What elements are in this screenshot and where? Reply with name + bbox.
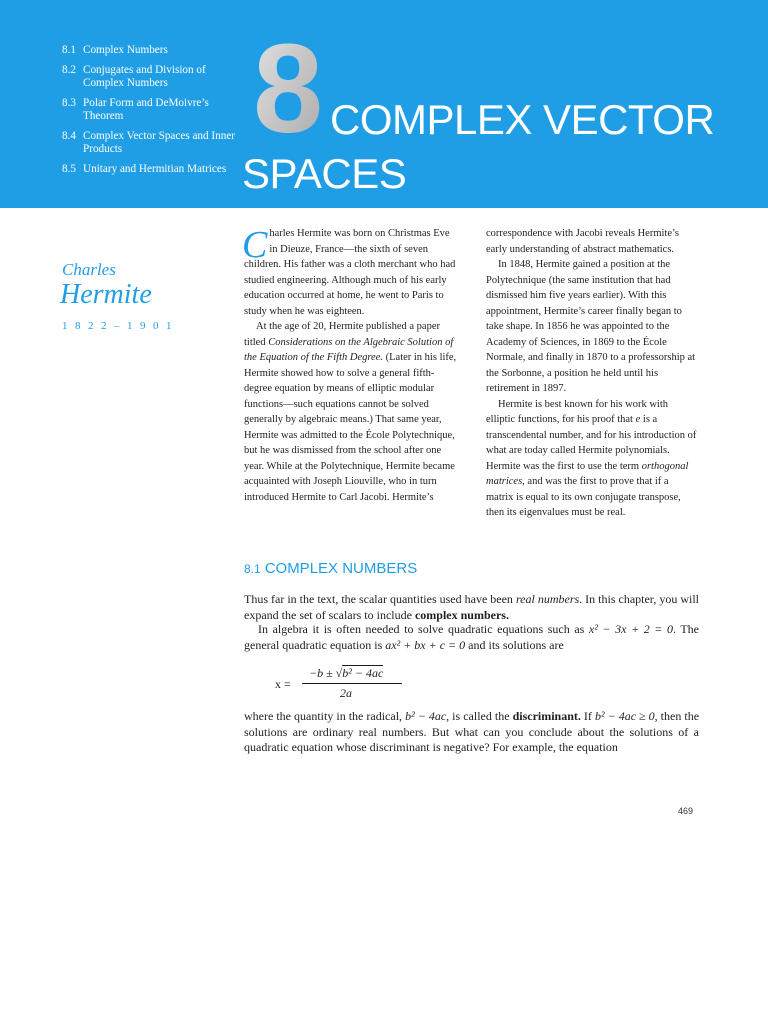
body-text: . The general quadratic equation is	[244, 622, 699, 652]
toc-label: Polar Form and DeMoivre’s Theorem	[83, 96, 209, 122]
chapter-number	[248, 30, 328, 142]
body-paragraph	[244, 709, 699, 756]
bio-column-1	[244, 226, 459, 505]
toc-label: Conjugates and Division of Complex Numbers	[83, 63, 206, 89]
page-number: 469	[678, 806, 694, 816]
bio-italic: orthogonal matrices	[486, 460, 689, 487]
chapter-title-line1: COMPLEX VECTOR	[330, 96, 715, 143]
chapter-banner	[0, 0, 768, 208]
bio-text: At the age of 20, Hermite published a paper titled	[244, 321, 440, 348]
bio-text: is a transcendental number, and for his introduction of what are today called Hermite polynomials. Hermite was the first to use the term	[486, 414, 697, 472]
section-title: COMPLEX NUMBERS	[264, 560, 418, 577]
body-paragraph	[244, 592, 699, 623]
formula-numerator	[309, 666, 383, 681]
bio-years: 1822–1901	[62, 320, 179, 332]
chapter-contents	[62, 44, 237, 182]
body-paragraph	[244, 622, 699, 653]
chapter-number-text: 8	[252, 30, 324, 142]
quadratic-formula	[275, 666, 405, 706]
paper-title: Considerations on the Algebraic Solution of the Equation of the Fifth Degree.	[244, 336, 454, 363]
toc-label: Complex Vector Spaces and Inner Products	[83, 129, 236, 155]
bio-first-name: Charles	[62, 260, 116, 279]
formula-radicand: b² − 4ac	[342, 666, 384, 680]
bio-text: , and was the first to prove that if a matrix is equal to its own conjugate transpose, then its eigenvalues must be real.	[486, 476, 681, 518]
body-text: In algebra it is often needed to solve quadratic equations such as	[258, 622, 589, 636]
toc-number: 8.1	[62, 44, 76, 56]
body-bold: complex numbers.	[414, 607, 509, 622]
drop-cap: C	[242, 224, 268, 266]
bio-text: harles Hermite was born on Christmas Eve in Dieuze, France—the sixth of seven children. His father was a cloth merchant who had studied engineering. Although much of his early education occurred at home, he went to Paris to study when he was eighteen.	[244, 228, 456, 317]
toc-item	[62, 64, 237, 91]
bio-paragraph: In 1848, Hermite gained a position at the Polytechnique (the same institution that had dismissed him five years earlier). With this appointment, Hermite’s career finally began to take shape. In 1856 he was appointed to the Academy of Sciences, in 1869 to the École Normale, and finally in 1870 to a professorship at the Sorbonne, a position he held until his retirement in 1897.	[486, 259, 696, 394]
toc-label: Unitary and Hermitian Matrices	[83, 162, 227, 175]
fraction-bar	[302, 683, 402, 684]
section-heading	[244, 560, 417, 577]
body-text: , is called the	[446, 709, 513, 723]
toc-label: Complex Numbers	[83, 44, 168, 56]
formula-part: −b ± √	[309, 666, 343, 680]
bio-paragraph	[486, 397, 698, 521]
equation: x² − 3x + 2 = 0	[588, 622, 673, 636]
body-bold: discriminant.	[512, 709, 581, 723]
body-text: and its solutions are	[465, 637, 564, 652]
section-number: 8.1	[244, 562, 261, 576]
bio-text: (Later in his life, Hermite showed how to solve a general fifth-degree equation by means of elliptic modular functions—such equations cannot be solved generally by algebraic means.) That same year, Hermite was admitted to the École Polytechnique, but he was dismissed from the school after one year. While at the Polytechnique, Hermite became acquainted with Joseph Liouville, who in turn introduced Hermite to Carl Jacobi. Hermite’s	[244, 352, 457, 503]
equation: b² − 4ac ≥ 0	[594, 709, 655, 723]
bio-last-name: Hermite	[60, 279, 152, 310]
toc-number: 8.4	[62, 129, 76, 142]
formula-lhs: x =	[275, 677, 291, 691]
body-text: If	[580, 709, 595, 723]
bio-paragraph	[244, 226, 459, 319]
toc-item	[62, 130, 237, 157]
bio-italic: e	[635, 414, 641, 425]
bio-paragraph: correspondence with Jacobi reveals Hermite’s early understanding of abstract mathematics.	[486, 228, 680, 255]
bio-column-2	[486, 226, 698, 521]
body-text: . In this chapter, you will expand the set of scalars to include	[244, 592, 699, 622]
bio-paragraph	[244, 319, 459, 505]
bio-text: Hermite is best known for his work with elliptic functions, for his proof that	[486, 398, 669, 425]
toc-item	[62, 44, 237, 58]
toc-number: 8.2	[62, 63, 76, 76]
toc-item	[62, 97, 237, 124]
toc-number: 8.5	[62, 162, 76, 175]
chapter-title-line2: SPACES	[242, 150, 407, 197]
toc-number: 8.3	[62, 96, 76, 109]
equation: ax² + bx + c = 0	[385, 637, 466, 652]
formula-denominator: 2a	[340, 686, 352, 700]
toc-item	[62, 163, 237, 177]
equation: b² − 4ac	[405, 709, 447, 723]
body-text: Thus far in the text, the scalar quantities used have been	[244, 592, 516, 606]
body-text: where the quantity in the radical,	[244, 709, 406, 723]
body-text: , then the solutions are ordinary real numbers. But what can you conclude about the solutions of a quadratic equation whose discriminant is negative? For example, the equation	[244, 709, 700, 754]
body-italic: real numbers	[515, 592, 580, 606]
